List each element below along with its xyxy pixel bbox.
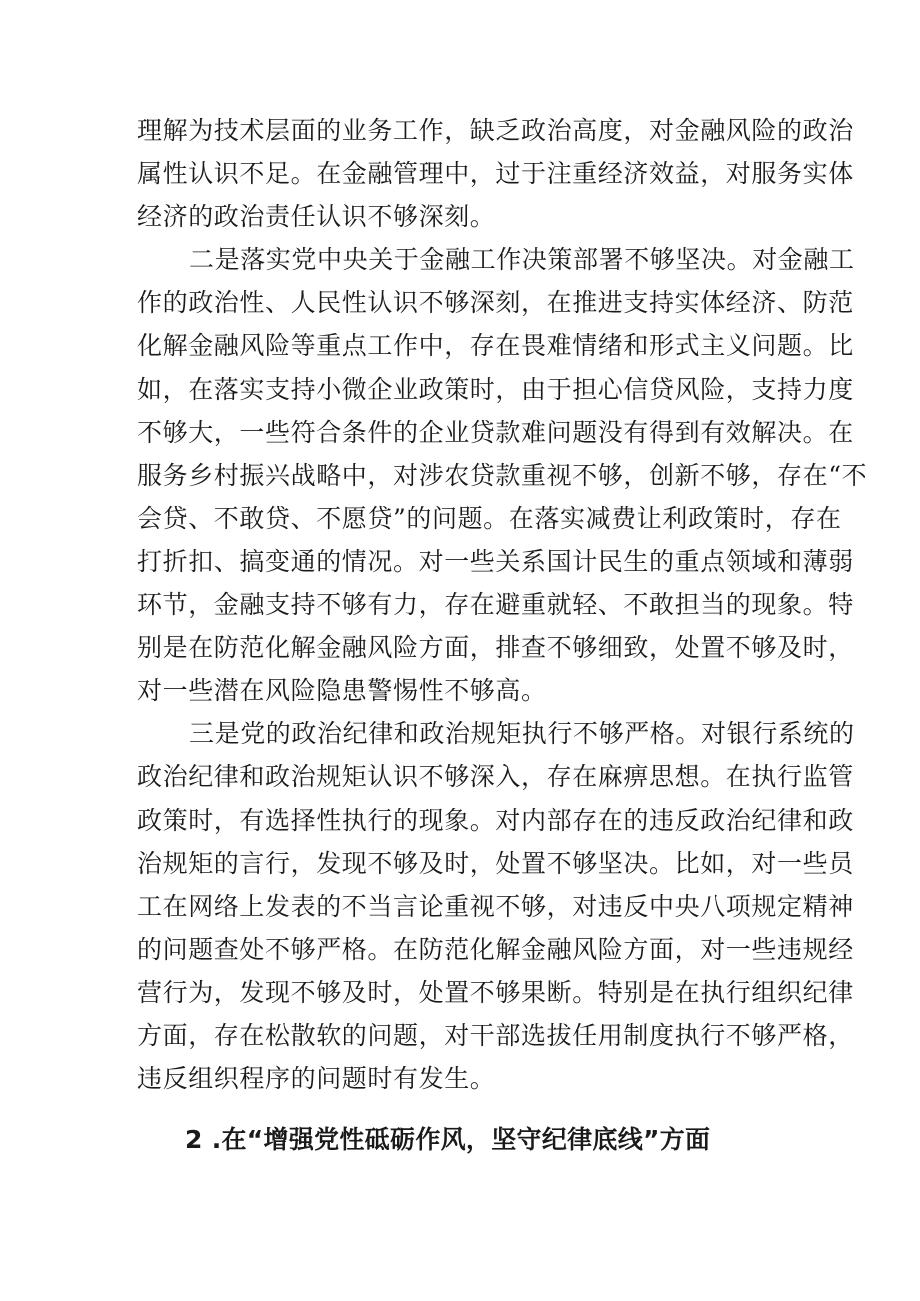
paragraph-1-line: 理解为技术层面的业务工作，缺乏政治高度，对金融风险的政治	[137, 116, 854, 145]
paragraph-2-line: 打折扣、搞变通的情况。对一些关系国计民生的重点领域和薄弱	[137, 546, 854, 576]
paragraph-3-line: 工在网络上发表的不当言论重视不够，对违反中央八项规定精神	[137, 891, 854, 921]
paragraph-1-line: 经济的政治责任认识不够深刻。	[137, 202, 496, 232]
section-heading: 2 .在“增强党性砥砺作风，坚守纪律底线”方面	[185, 1125, 711, 1154]
paragraph-2-line: 不够大，一些符合条件的企业贷款难问题没有得到有效解决。在	[137, 417, 854, 447]
paragraph-1-line: 属性认识不足。在金融管理中，过于注重经济效益，对服务实体	[137, 159, 854, 189]
paragraph-2-line: 环节，金融支持不够有力，存在避重就轻、不敢担当的现象。特	[137, 590, 854, 620]
paragraph-3-line: 三是党的政治纪律和政治规矩执行不够严格。对银行系统的	[189, 719, 855, 749]
paragraph-3-line: 违反组织程序的问题时有发生。	[137, 1064, 496, 1094]
paragraph-3-line: 营行为，发现不够及时，处置不够果断。特别是在执行组织纪律	[137, 977, 854, 1007]
paragraph-2-line: 化解金融风险等重点工作中，存在畏难情绪和形式主义问题。比	[137, 331, 854, 361]
paragraph-2-line: 对一些潜在风险隐患警惕性不够高。	[137, 676, 547, 706]
paragraph-2-line: 服务乡村振兴战略中，对涉农贷款重视不够，创新不够，存在“不	[137, 460, 868, 490]
body-text	[137, 109, 868, 1100]
paragraph-2-line: 如，在落实支持小微企业政策时，由于担心信贷风险，支持力度	[137, 374, 854, 404]
paragraph-3-line: 方面，存在松散软的问题，对干部选拔任用制度执行不够严格，	[137, 1020, 854, 1050]
paragraph-2-line: 作的政治性、人民性认识不够深刻，在推进支持实体经济、防范	[137, 288, 854, 318]
paragraph-2-line: 别是在防范化解金融风险方面，排查不够细致，处置不够及时，	[137, 633, 854, 663]
paragraph-3-line: 政策时，有选择性执行的现象。对内部存在的违反政治纪律和政	[137, 805, 854, 835]
paragraph-2-line: 二是落实党中央关于金融工作决策部署不够坚决。对金融工	[189, 245, 855, 275]
paragraph-3-line: 治规矩的言行，发现不够及时，处置不够坚决。比如，对一些员	[137, 848, 854, 878]
paragraph-2-line: 会贷、不敢贷、不愿贷”的问题。在落实减费让利政策时，存在	[137, 503, 842, 533]
paragraph-3-line: 的问题查处不够严格。在防范化解金融风险方面，对一些违规经	[137, 934, 854, 964]
paragraph-3-line: 政治纪律和政治规矩认识不够深入，存在麻痹思想。在执行监管	[137, 762, 854, 792]
